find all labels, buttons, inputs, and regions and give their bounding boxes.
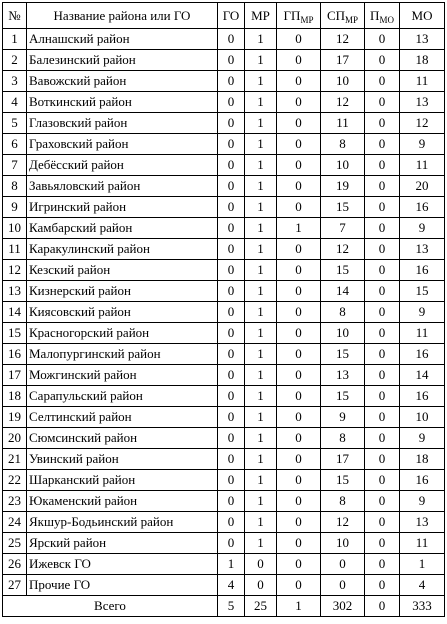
row-name: Прочие ГО (27, 575, 218, 596)
row-sp: 7 (321, 218, 365, 239)
row-name: Можгинский район (27, 365, 218, 386)
row-mr: 1 (245, 302, 277, 323)
row-mo: 16 (400, 344, 445, 365)
row-p: 0 (365, 281, 400, 302)
row-number: 7 (3, 155, 27, 176)
row-p: 0 (365, 302, 400, 323)
row-gp: 0 (277, 386, 321, 407)
table-row (3, 71, 445, 92)
row-number: 17 (3, 365, 27, 386)
row-go: 1 (218, 554, 245, 575)
row-mo: 11 (400, 533, 445, 554)
municipalities-table (2, 2, 445, 617)
row-p: 0 (365, 155, 400, 176)
row-mr: 1 (245, 365, 277, 386)
row-mr: 1 (245, 512, 277, 533)
totals-p: 0 (365, 596, 400, 617)
row-sp: 0 (321, 554, 365, 575)
table-row (3, 554, 445, 575)
totals-go: 5 (218, 596, 245, 617)
row-mr: 1 (245, 428, 277, 449)
row-sp: 10 (321, 323, 365, 344)
row-name: Ижевск ГО (27, 554, 218, 575)
row-go: 0 (218, 302, 245, 323)
row-number: 6 (3, 134, 27, 155)
row-go: 0 (218, 386, 245, 407)
row-name: Игринский район (27, 197, 218, 218)
row-mr: 1 (245, 29, 277, 50)
row-number: 13 (3, 281, 27, 302)
row-sp: 0 (321, 575, 365, 596)
row-sp: 15 (321, 197, 365, 218)
row-gp: 0 (277, 29, 321, 50)
row-number: 19 (3, 407, 27, 428)
row-go: 0 (218, 71, 245, 92)
row-sp: 12 (321, 29, 365, 50)
row-mr: 1 (245, 449, 277, 470)
row-mo: 13 (400, 92, 445, 113)
row-name: Сарапульский район (27, 386, 218, 407)
row-name: Камбарский район (27, 218, 218, 239)
row-name: Каракулинский район (27, 239, 218, 260)
row-number: 2 (3, 50, 27, 71)
row-number: 14 (3, 302, 27, 323)
row-mo: 16 (400, 386, 445, 407)
row-number: 8 (3, 176, 27, 197)
row-gp: 0 (277, 512, 321, 533)
table-row (3, 239, 445, 260)
row-number: 27 (3, 575, 27, 596)
row-p: 0 (365, 260, 400, 281)
row-name: Юкаменский район (27, 491, 218, 512)
row-mo: 4 (400, 575, 445, 596)
row-name: Малопургинский район (27, 344, 218, 365)
row-go: 0 (218, 533, 245, 554)
row-gp: 0 (277, 281, 321, 302)
row-go: 0 (218, 197, 245, 218)
row-number: 16 (3, 344, 27, 365)
row-sp: 8 (321, 428, 365, 449)
table-row (3, 176, 445, 197)
totals-row (3, 596, 445, 617)
row-p: 0 (365, 470, 400, 491)
row-gp: 0 (277, 176, 321, 197)
header-row (3, 3, 445, 29)
row-gp: 0 (277, 239, 321, 260)
row-sp: 17 (321, 50, 365, 71)
row-p: 0 (365, 50, 400, 71)
row-mo: 16 (400, 197, 445, 218)
row-p: 0 (365, 449, 400, 470)
row-mo: 13 (400, 512, 445, 533)
totals-mo: 333 (400, 596, 445, 617)
row-p: 0 (365, 344, 400, 365)
table-row (3, 323, 445, 344)
row-sp: 10 (321, 71, 365, 92)
row-name: Кизнерский район (27, 281, 218, 302)
row-go: 0 (218, 155, 245, 176)
row-sp: 15 (321, 260, 365, 281)
table-row (3, 533, 445, 554)
row-mo: 12 (400, 113, 445, 134)
row-go: 0 (218, 50, 245, 71)
row-gp: 0 (277, 449, 321, 470)
row-name: Увинский район (27, 449, 218, 470)
row-gp: 0 (277, 134, 321, 155)
row-mo: 9 (400, 218, 445, 239)
row-number: 11 (3, 239, 27, 260)
table-row (3, 512, 445, 533)
row-mr: 0 (245, 575, 277, 596)
table-row (3, 344, 445, 365)
row-sp: 14 (321, 281, 365, 302)
row-p: 0 (365, 407, 400, 428)
row-gp: 0 (277, 428, 321, 449)
row-mr: 1 (245, 176, 277, 197)
row-p: 0 (365, 323, 400, 344)
table-row (3, 260, 445, 281)
row-mr: 1 (245, 407, 277, 428)
row-name: Шарканский район (27, 470, 218, 491)
row-sp: 8 (321, 134, 365, 155)
row-go: 0 (218, 218, 245, 239)
row-p: 0 (365, 554, 400, 575)
totals-gp: 1 (277, 596, 321, 617)
header-go: ГО (218, 3, 245, 29)
table-row (3, 470, 445, 491)
row-p: 0 (365, 491, 400, 512)
row-gp: 0 (277, 197, 321, 218)
row-number: 5 (3, 113, 27, 134)
row-gp: 0 (277, 365, 321, 386)
header-gp-base: ГП (283, 7, 301, 23)
row-gp: 0 (277, 155, 321, 176)
header-sp-mr (321, 3, 365, 29)
row-go: 4 (218, 575, 245, 596)
table-row (3, 50, 445, 71)
row-number: 12 (3, 260, 27, 281)
row-p: 0 (365, 218, 400, 239)
row-mo: 11 (400, 155, 445, 176)
table-row (3, 218, 445, 239)
row-mo: 9 (400, 491, 445, 512)
header-sp-base: СП (326, 7, 346, 23)
row-go: 0 (218, 239, 245, 260)
row-name: Дебёсский район (27, 155, 218, 176)
row-name: Ярский район (27, 533, 218, 554)
row-number: 3 (3, 71, 27, 92)
row-mo: 20 (400, 176, 445, 197)
row-mr: 1 (245, 533, 277, 554)
row-mo: 9 (400, 302, 445, 323)
row-mo: 1 (400, 554, 445, 575)
row-number: 15 (3, 323, 27, 344)
row-go: 0 (218, 176, 245, 197)
row-name: Алнашский район (27, 29, 218, 50)
row-mr: 1 (245, 260, 277, 281)
row-gp: 0 (277, 50, 321, 71)
row-mo: 13 (400, 29, 445, 50)
row-name: Селтинский район (27, 407, 218, 428)
row-number: 20 (3, 428, 27, 449)
table-row (3, 575, 445, 596)
row-p: 0 (365, 197, 400, 218)
table-row (3, 29, 445, 50)
table-row (3, 365, 445, 386)
row-number: 24 (3, 512, 27, 533)
row-mr: 1 (245, 134, 277, 155)
row-mr: 1 (245, 50, 277, 71)
row-mr: 1 (245, 281, 277, 302)
table-row (3, 281, 445, 302)
row-number: 9 (3, 197, 27, 218)
row-name: Воткинский район (27, 92, 218, 113)
row-go: 0 (218, 449, 245, 470)
row-gp: 0 (277, 575, 321, 596)
row-sp: 10 (321, 533, 365, 554)
table-row (3, 491, 445, 512)
row-go: 0 (218, 323, 245, 344)
row-name: Красногорский район (27, 323, 218, 344)
row-p: 0 (365, 29, 400, 50)
row-number: 23 (3, 491, 27, 512)
row-sp: 15 (321, 470, 365, 491)
row-mr: 1 (245, 491, 277, 512)
row-mr: 0 (245, 554, 277, 575)
totals-label: Всего (3, 596, 218, 617)
row-p: 0 (365, 92, 400, 113)
row-mr: 1 (245, 323, 277, 344)
row-mo: 14 (400, 365, 445, 386)
table-body (3, 29, 445, 596)
row-p: 0 (365, 365, 400, 386)
header-mo: МО (400, 3, 445, 29)
row-p: 0 (365, 533, 400, 554)
row-sp: 12 (321, 512, 365, 533)
row-mo: 13 (400, 239, 445, 260)
row-p: 0 (365, 239, 400, 260)
header-gp-sub: МР (300, 14, 314, 25)
row-p: 0 (365, 176, 400, 197)
row-mr: 1 (245, 218, 277, 239)
row-mo: 9 (400, 134, 445, 155)
table-row (3, 386, 445, 407)
row-number: 21 (3, 449, 27, 470)
row-mo: 16 (400, 470, 445, 491)
row-go: 0 (218, 29, 245, 50)
row-gp: 0 (277, 71, 321, 92)
row-mr: 1 (245, 113, 277, 134)
table-row (3, 428, 445, 449)
row-number: 18 (3, 386, 27, 407)
row-gp: 0 (277, 344, 321, 365)
row-gp: 0 (277, 113, 321, 134)
row-name: Граховский район (27, 134, 218, 155)
row-go: 0 (218, 92, 245, 113)
row-name: Сюмсинский район (27, 428, 218, 449)
row-gp: 0 (277, 302, 321, 323)
row-mo: 11 (400, 71, 445, 92)
row-sp: 8 (321, 491, 365, 512)
row-name: Киясовский район (27, 302, 218, 323)
table-row (3, 113, 445, 134)
row-go: 0 (218, 344, 245, 365)
row-mr: 1 (245, 386, 277, 407)
row-mo: 18 (400, 449, 445, 470)
row-gp: 0 (277, 323, 321, 344)
row-mo: 15 (400, 281, 445, 302)
row-number: 1 (3, 29, 27, 50)
row-sp: 12 (321, 92, 365, 113)
row-mr: 1 (245, 344, 277, 365)
row-sp: 13 (321, 365, 365, 386)
row-sp: 17 (321, 449, 365, 470)
row-gp: 1 (277, 218, 321, 239)
row-gp: 0 (277, 554, 321, 575)
row-sp: 15 (321, 344, 365, 365)
row-go: 0 (218, 113, 245, 134)
table-row (3, 92, 445, 113)
row-mo: 18 (400, 50, 445, 71)
row-mr: 1 (245, 239, 277, 260)
row-sp: 19 (321, 176, 365, 197)
row-go: 0 (218, 407, 245, 428)
row-sp: 15 (321, 386, 365, 407)
header-name: Название района или ГО (27, 3, 218, 29)
row-mr: 1 (245, 71, 277, 92)
table-row (3, 407, 445, 428)
row-p: 0 (365, 386, 400, 407)
header-gp-mr (277, 3, 321, 29)
table-row (3, 449, 445, 470)
table-row (3, 197, 445, 218)
row-go: 0 (218, 491, 245, 512)
header-sp-sub: МР (345, 14, 359, 25)
row-sp: 8 (321, 302, 365, 323)
header-number: № (3, 3, 27, 29)
row-name: Завьяловский район (27, 176, 218, 197)
row-sp: 10 (321, 155, 365, 176)
totals-sp: 302 (321, 596, 365, 617)
row-mr: 1 (245, 197, 277, 218)
row-sp: 9 (321, 407, 365, 428)
row-number: 10 (3, 218, 27, 239)
row-gp: 0 (277, 470, 321, 491)
header-p-sub: МО (379, 14, 394, 25)
row-sp: 12 (321, 239, 365, 260)
row-go: 0 (218, 260, 245, 281)
row-name: Балезинский район (27, 50, 218, 71)
row-mo: 10 (400, 407, 445, 428)
header-mr: МР (245, 3, 277, 29)
row-gp: 0 (277, 92, 321, 113)
row-go: 0 (218, 281, 245, 302)
row-gp: 0 (277, 491, 321, 512)
row-number: 4 (3, 92, 27, 113)
row-number: 26 (3, 554, 27, 575)
row-p: 0 (365, 71, 400, 92)
row-gp: 0 (277, 260, 321, 281)
row-go: 0 (218, 365, 245, 386)
table-row (3, 155, 445, 176)
row-name: Вавожский район (27, 71, 218, 92)
row-mr: 1 (245, 92, 277, 113)
row-mo: 9 (400, 428, 445, 449)
row-p: 0 (365, 512, 400, 533)
row-mo: 16 (400, 260, 445, 281)
totals-mr: 25 (245, 596, 277, 617)
row-p: 0 (365, 428, 400, 449)
row-go: 0 (218, 134, 245, 155)
row-name: Глазовский район (27, 113, 218, 134)
row-number: 25 (3, 533, 27, 554)
row-go: 0 (218, 470, 245, 491)
row-mo: 11 (400, 323, 445, 344)
table-row (3, 302, 445, 323)
header-p-base: П (370, 7, 380, 23)
row-mr: 1 (245, 155, 277, 176)
row-name: Якшур-Бодьинский район (27, 512, 218, 533)
table-row (3, 134, 445, 155)
row-number: 22 (3, 470, 27, 491)
row-mr: 1 (245, 470, 277, 491)
row-go: 0 (218, 428, 245, 449)
row-sp: 11 (321, 113, 365, 134)
row-gp: 0 (277, 533, 321, 554)
row-p: 0 (365, 134, 400, 155)
row-gp: 0 (277, 407, 321, 428)
header-p-mo (365, 3, 400, 29)
row-p: 0 (365, 575, 400, 596)
row-p: 0 (365, 113, 400, 134)
row-name: Кезский район (27, 260, 218, 281)
row-go: 0 (218, 512, 245, 533)
